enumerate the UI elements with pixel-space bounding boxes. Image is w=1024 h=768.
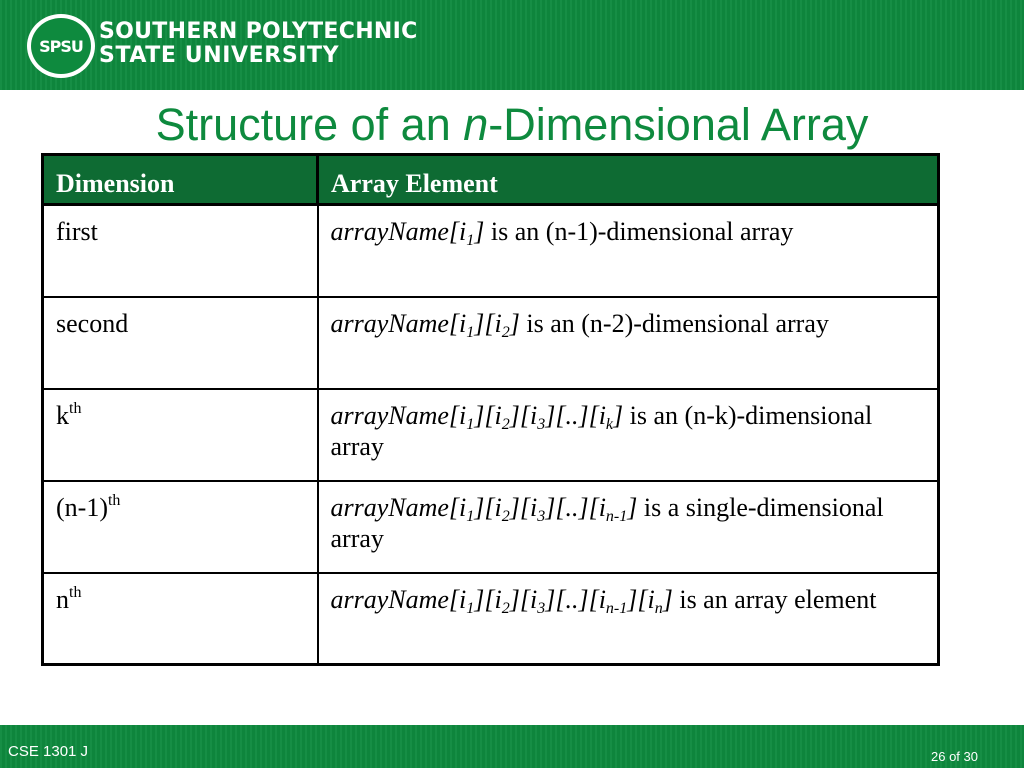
dimension-cell (43, 389, 318, 481)
logo-text: SPSU (31, 18, 91, 74)
table-header-row (43, 155, 939, 205)
index-subscript: n-1 (605, 599, 628, 617)
university-name-line2: STATE UNIVERSITY (99, 43, 340, 68)
expression-text: arrayName[i (330, 492, 467, 522)
index-subscript: n-1 (605, 507, 628, 525)
dimension-cell (43, 481, 318, 573)
expression-text: arrayName[i (330, 308, 467, 338)
expression-text: ] (627, 492, 638, 522)
index-subscript: 3 (537, 507, 546, 525)
dimension-cell (43, 573, 318, 665)
expression-text: ] (474, 217, 485, 246)
expression-text: ][i (509, 400, 538, 430)
table-row (43, 481, 939, 573)
index-subscript: 1 (466, 507, 475, 525)
array-element-description: is an array element (672, 584, 877, 614)
index-subscript: 1 (466, 599, 475, 617)
array-element-cell (318, 481, 939, 573)
expression-text: ][i (474, 308, 502, 338)
index-subscript: 2 (501, 507, 510, 525)
array-element-description: is an (n-1)-dimensional array (484, 217, 794, 246)
array-element-description: is a single-dimensional array (330, 492, 884, 553)
index-subscript: 2 (501, 323, 510, 341)
table-row (43, 389, 939, 481)
title-prefix: Structure of an (155, 99, 464, 150)
expression-text: ] (662, 584, 673, 614)
index-subscript: n (654, 599, 663, 617)
array-expression (330, 308, 520, 341)
header-dimension: Dimension (43, 155, 318, 205)
title-italic-n: n (463, 99, 489, 150)
array-expression (330, 584, 673, 617)
expression-text: ][i (474, 492, 502, 522)
dimension-ordinal-suffix: th (69, 583, 82, 601)
index-subscript: 2 (501, 599, 510, 617)
expression-text: ][..][i (545, 492, 606, 522)
expression-text: ][i (627, 584, 655, 614)
expression-text: ][i (474, 400, 502, 430)
index-subscript: 1 (466, 415, 475, 433)
array-element-description: is an (n-k)-dimensional array (330, 400, 873, 461)
index-subscript: 1 (466, 323, 475, 341)
array-element-cell (318, 297, 939, 389)
header-banner (0, 0, 1024, 90)
dimension-ordinal-suffix: th (69, 399, 82, 417)
dimension-label: (n-1) (56, 492, 108, 522)
expression-text: arrayName[i (330, 400, 467, 430)
spsu-logo (27, 14, 95, 78)
array-element-cell (318, 205, 939, 297)
slide-title (0, 100, 1024, 150)
array-expression (330, 492, 638, 525)
expression-text: arrayName[i (330, 584, 467, 614)
array-expression (330, 400, 624, 433)
course-label: CSE 1301 J (8, 743, 89, 760)
index-subscript: 3 (537, 415, 546, 433)
dimension-ordinal-suffix: th (107, 491, 121, 509)
index-subscript: k (605, 415, 614, 433)
expression-text: arrayName[i (330, 217, 467, 246)
dimension-label: first (56, 217, 98, 246)
index-subscript: 2 (501, 415, 510, 433)
array-structure-table (41, 153, 940, 666)
expression-text: ][..][i (545, 584, 606, 614)
expression-text: ][i (509, 584, 538, 614)
array-element-description: is an (n-2)-dimensional array (519, 308, 829, 338)
index-subscript: 3 (537, 599, 546, 617)
header-array-element: Array Element (318, 155, 939, 205)
table-row (43, 573, 939, 665)
array-element-cell (318, 573, 939, 665)
dimension-cell (43, 205, 318, 297)
dimension-label: second (56, 308, 129, 338)
expression-text: ][..][i (545, 400, 606, 430)
dimension-label: k (56, 400, 69, 430)
dimension-label: n (56, 584, 69, 614)
university-name (99, 20, 418, 68)
expression-text: ] (509, 308, 520, 338)
title-suffix: -Dimensional Array (488, 99, 869, 150)
table-row (43, 297, 939, 389)
footer-bar (0, 725, 1024, 768)
expression-text: ][i (474, 584, 502, 614)
expression-text: ] (613, 400, 624, 430)
expression-text: ][i (509, 492, 538, 522)
array-expression (330, 217, 485, 249)
university-name-line1: SOUTHERN POLYTECHNIC (99, 19, 418, 44)
index-subscript: 1 (466, 232, 475, 249)
array-element-cell (318, 389, 939, 481)
table-row (43, 205, 939, 297)
dimension-cell (43, 297, 318, 389)
page-counter: 26 of 30 (931, 749, 978, 764)
